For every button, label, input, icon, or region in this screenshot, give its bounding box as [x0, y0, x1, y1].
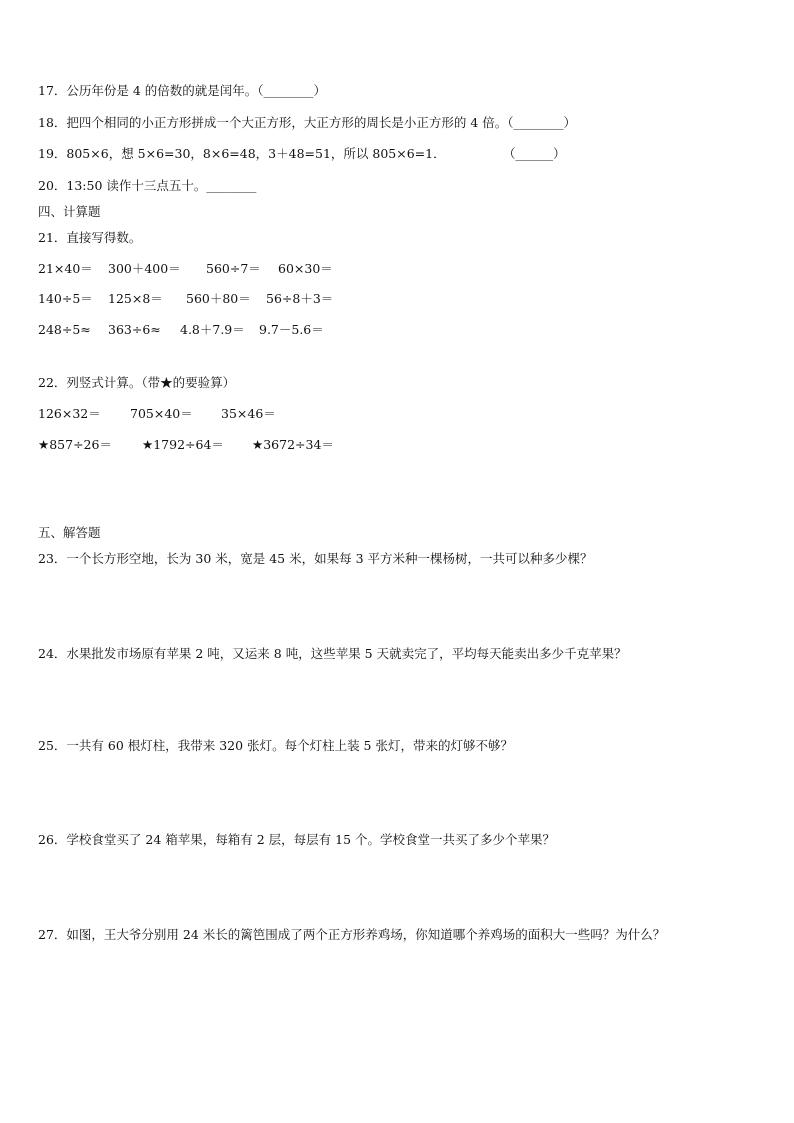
question-25: 25．一共有 60 根灯柱，我带来 320 张灯。每个灯柱上装 5 张灯，带来的灯够不够？: [38, 738, 513, 753]
question-21-title: 21．直接写得数。: [38, 230, 142, 245]
question-19: [38, 146, 566, 162]
q22-item: ★3672÷34＝: [252, 437, 334, 452]
q21-item: 56÷8＋3＝: [266, 291, 334, 306]
q21-item: 21×40＝: [38, 261, 93, 276]
question-18: 18．把四个相同的小正方形拼成一个大正方形，大正方形的周长是小正方形的 4 倍。（________）: [38, 115, 577, 130]
q22-item: ★857÷26＝: [38, 437, 112, 452]
section-4-title: 四、计算题: [38, 204, 101, 219]
q21-item: 248÷5≈: [38, 322, 91, 337]
question-23: 23．一个长方形空地，长为 30 米，宽是 45 米，如果每 3 平方米种一棵杨树，一共可以种多少棵？: [38, 551, 593, 566]
question-27: 27．如图，王大爷分别用 24 米长的篱笆围成了两个正方形养鸡场，你知道哪个养鸡场的面积大一些吗？为什么？: [38, 927, 666, 942]
question-22-title: 22．列竖式计算。（带★的要验算）: [38, 375, 236, 390]
q21-item: 363÷6≈: [108, 322, 161, 337]
question-17: 17．公历年份是 4 的倍数的就是闰年。（________）: [38, 83, 327, 98]
q22-item: 35×46＝: [221, 406, 276, 421]
q21-item: 60×30＝: [278, 261, 333, 276]
q21-item: 560＋80＝: [186, 291, 251, 306]
q21-item: 140÷5＝: [38, 291, 93, 306]
q21-item: 125×8＝: [108, 291, 163, 306]
question-19-text: 19．805×6，想 5×6=30，8×6=48，3＋48=51，所以 805×6=1．: [38, 146, 446, 161]
question-20: 20．13:50 读作十三点五十。________: [38, 178, 257, 193]
q21-item: 9.7－5.6＝: [259, 322, 324, 337]
q21-item: 4.8＋7.9＝: [180, 322, 245, 337]
q22-item: ★1792÷64＝: [142, 437, 224, 452]
q22-item: 705×40＝: [130, 406, 193, 421]
question-24: 24．水果批发市场原有苹果 2 吨，又运来 8 吨，这些苹果 5 天就卖完了，平均每天能卖出多少千克苹果？: [38, 646, 627, 661]
question-19-answer-blank: （______）: [503, 146, 566, 161]
q22-item: 126×32＝: [38, 406, 101, 421]
q21-item: 300＋400＝: [108, 261, 181, 276]
question-26: 26．学校食堂买了 24 箱苹果，每箱有 2 层，每层有 15 个。学校食堂一共买了多少个苹果？: [38, 832, 556, 847]
q21-item: 560÷7＝: [206, 261, 261, 276]
section-5-title: 五、解答题: [38, 525, 101, 540]
